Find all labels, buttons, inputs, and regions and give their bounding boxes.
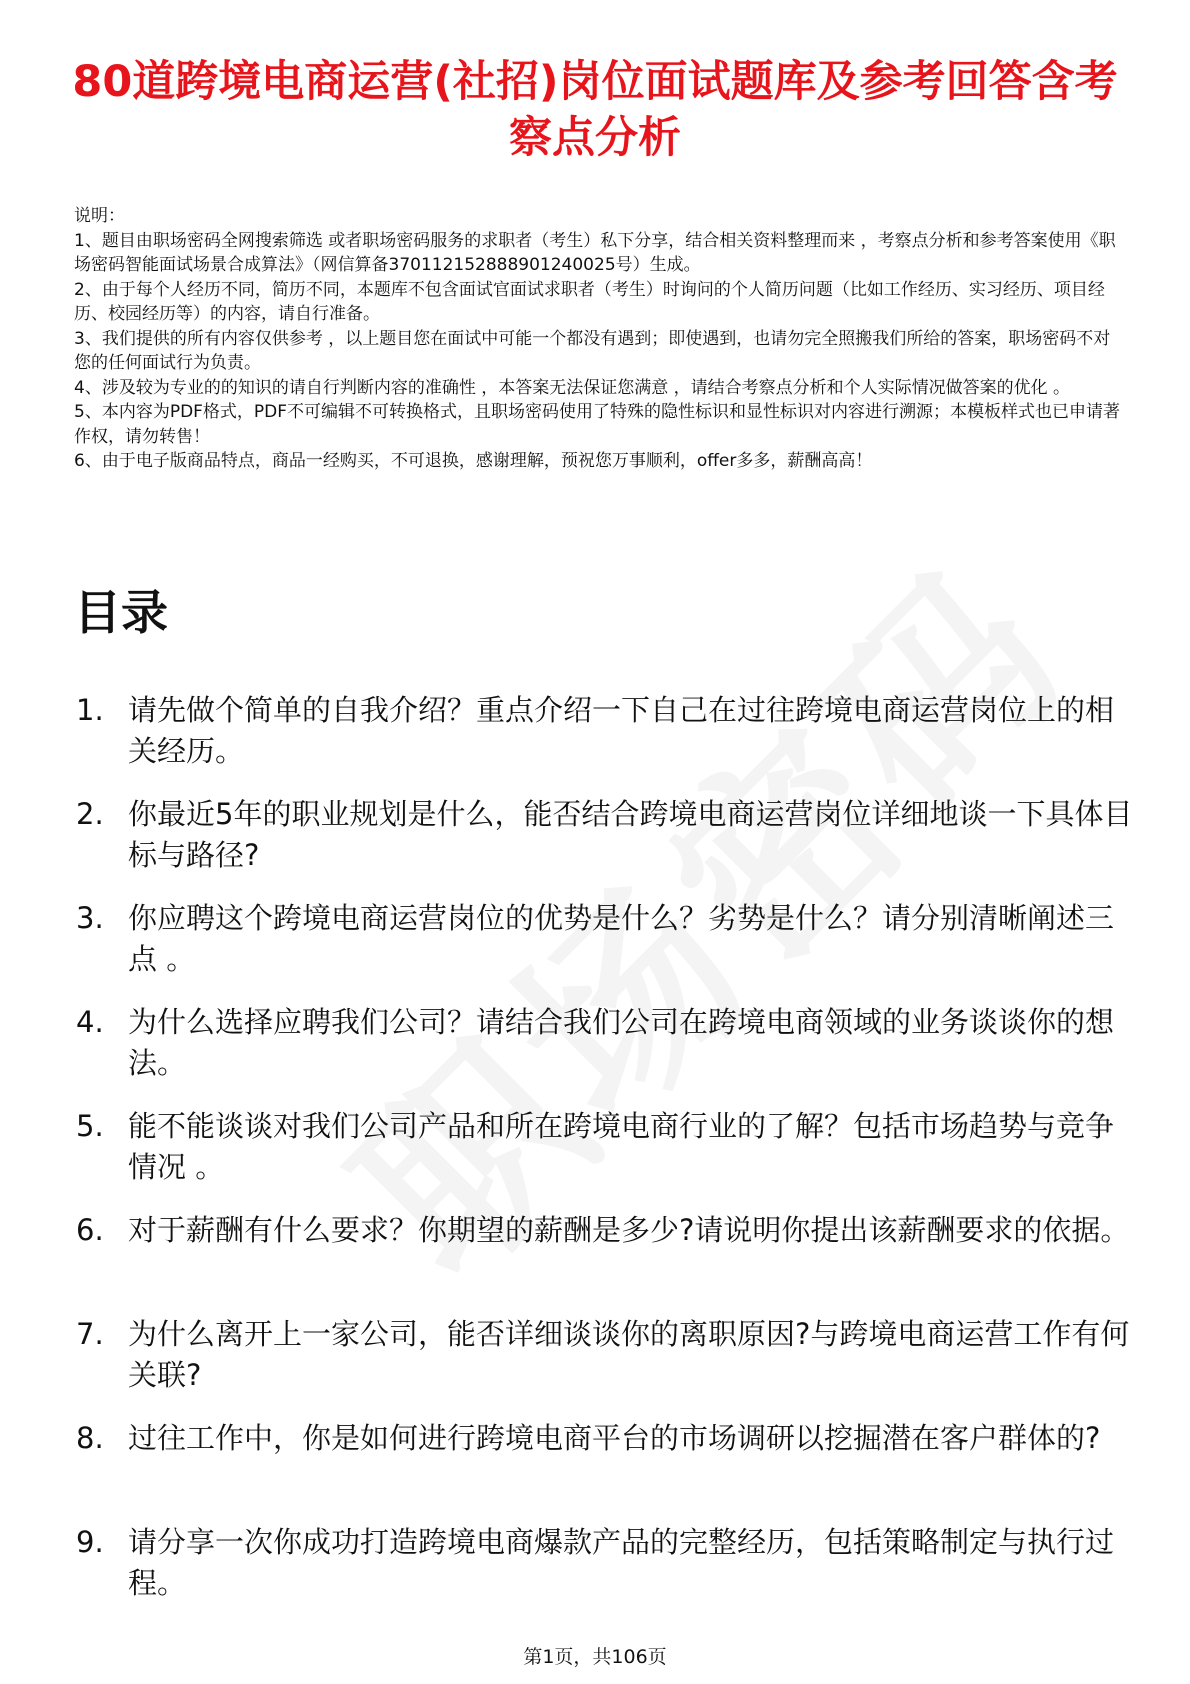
note-item: 5、本内容为PDF格式，PDF不可编辑不可转换格式，且职场密码使用了特殊的隐性标识和显性标识对内容进行溯源；本模板样式也已申请著作权，请勿转售！	[74, 402, 1121, 447]
toc-item-number: 7.	[76, 1317, 104, 1351]
note-item: 3、我们提供的所有内容仅供参考 ，以上题目您在面试中可能一个都没有遇到；即使遇到，也请勿完全照搬我们所给的答案，职场密码不对您的任何面试行为负责。	[74, 328, 1111, 373]
document-title: 80道跨境电商运营(社招)岗位面试题库及参考回答含考察点分析	[72, 57, 1118, 163]
toc-item[interactable]	[76, 1522, 1136, 1626]
toc-item-number: 4.	[76, 1005, 104, 1039]
notes-section	[74, 204, 1126, 474]
toc-item-text: 请分享一次你成功打造跨境电商爆款产品的完整经历，包括策略制定与执行过程。	[128, 1525, 1115, 1600]
toc-item-text: 你最近5年的职业规划是什么，能否结合跨境电商运营岗位详细地谈一下具体目标与路径?	[128, 797, 1133, 872]
toc-item[interactable]	[76, 1418, 1136, 1522]
note-item: 6、由于电子版商品特点，商品一经购买，不可退换，感谢理解，预祝您万事顺利，offer多多，薪酬高高！	[74, 451, 873, 471]
page-footer: 第1页，共106页	[523, 1646, 667, 1668]
toc-item-number: 6.	[76, 1213, 104, 1247]
toc-item-text: 对于薪酬有什么要求？你期望的薪酬是多少?请说明你提出该薪酬要求的依据。	[128, 1213, 1130, 1247]
toc-item[interactable]	[76, 690, 1136, 794]
toc-item-text: 过往工作中，你是如何进行跨境电商平台的市场调研以挖掘潜在客户群体的?	[128, 1421, 1101, 1455]
toc-item-text: 为什么选择应聘我们公司？请结合我们公司在跨境电商领域的业务谈谈你的想法。	[128, 1005, 1115, 1080]
toc-item-number: 9.	[76, 1525, 104, 1559]
toc-item-number: 2.	[76, 797, 104, 831]
toc-item-number: 5.	[76, 1109, 104, 1143]
note-item: 4、涉及较为专业的的知识的请自行判断内容的准确性 ，本答案无法保证您满意 ，请结合考察点分析和个人实际情况做答案的优化 。	[74, 377, 1071, 398]
toc-item[interactable]	[76, 1210, 1136, 1314]
toc-item-number: 1.	[76, 693, 104, 727]
toc-item[interactable]	[76, 794, 1136, 898]
toc-item-number: 3.	[76, 901, 104, 935]
note-item: 1、题目由职场密码全网搜索筛选 或者职场密码服务的求职者（考生）私下分享，结合相关资料整理而来 ，考察点分析和参考答案使用《职场密码智能面试场景合成算法》（网信算备370112152888901240025号）生成。	[74, 230, 1116, 275]
note-item: 2、由于每个人经历不同，简历不同，本题库不包含面试官面试求职者（考生）时询问的个人简历问题（比如工作经历、实习经历、项目经历、校园经历等）的内容，请自行准备。	[74, 279, 1105, 324]
toc-item-text: 为什么离开上一家公司，能否详细谈谈你的离职原因?与跨境电商运营工作有何关联?	[128, 1317, 1130, 1392]
toc-item[interactable]	[76, 1002, 1136, 1106]
toc-item[interactable]	[76, 898, 1136, 1002]
toc-item-number: 8.	[76, 1421, 104, 1455]
toc-heading: 目录	[74, 586, 168, 641]
toc-item[interactable]	[76, 1314, 1136, 1418]
notes-heading: 说明：	[74, 206, 125, 226]
toc-item-text: 你应聘这个跨境电商运营岗位的优势是什么？劣势是什么？请分别清晰阐述三点 。	[128, 901, 1115, 976]
toc-item-text: 请先做个简单的自我介绍？重点介绍一下自己在过往跨境电商运营岗位上的相关经历。	[128, 693, 1115, 768]
toc-item-text: 能不能谈谈对我们公司产品和所在跨境电商行业的了解？包括市场趋势与竞争情况 。	[128, 1109, 1115, 1184]
toc-list	[76, 690, 1136, 1626]
toc-item[interactable]	[76, 1106, 1136, 1210]
